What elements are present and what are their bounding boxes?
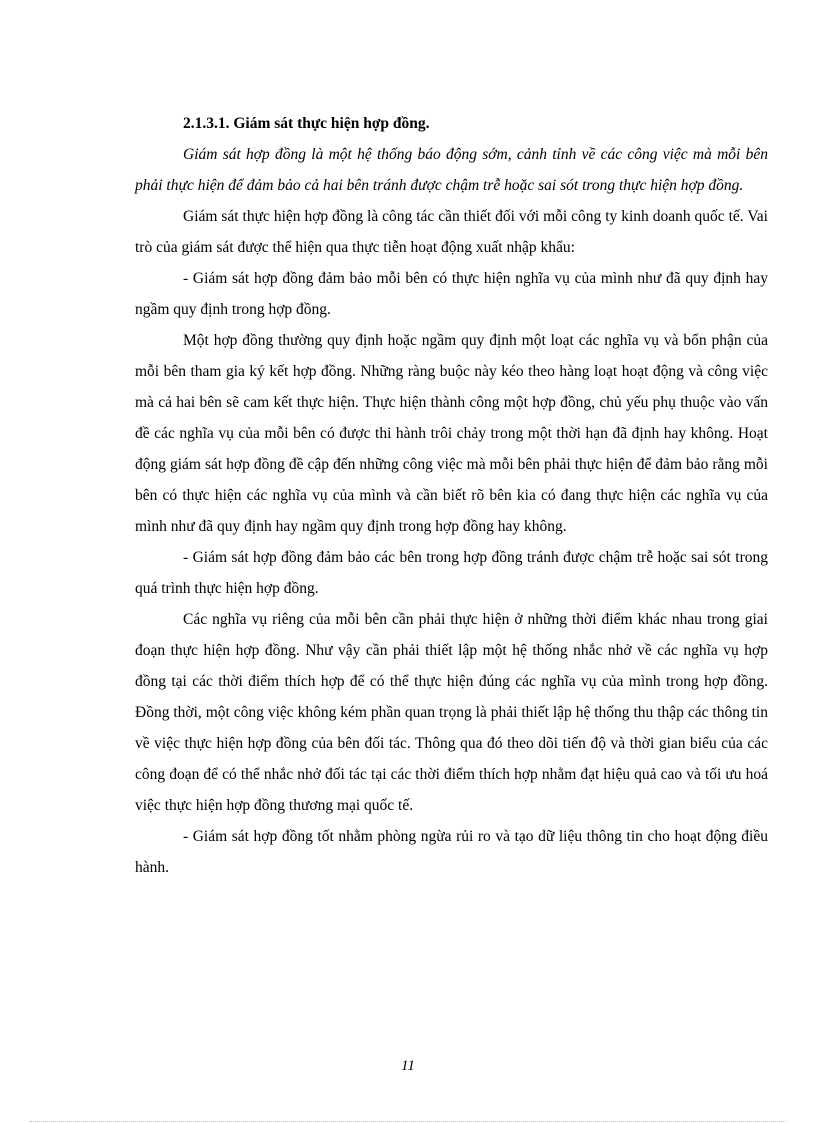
section-heading: 2.1.3.1. Giám sát thực hiện hợp đồng. <box>183 115 430 132</box>
page-number: 11 <box>401 1058 415 1074</box>
paragraph-intro: Giám sát thực hiện hợp đồng là công tác cần thiết đối với mỗi công ty kinh doanh quốc tế. Vai trò của giám sát được thể hiện qua thực tiễn hoạt động xuất nhập khẩu: <box>135 208 768 256</box>
footer-divider <box>30 1121 786 1122</box>
paragraph-body-2: Các nghĩa vụ riêng của mỗi bên cần phải thực hiện ở những thời điểm khác nhau trong giai đoạn thực hiện hợp đồng. Như vậy cần phải thiết lập một hệ thống nhắc nhở về các nghĩa vụ hợp đồng tại các thời điểm thích hợp để có thể thực hiện đúng các nghĩa vụ của mình trong hợp đồng. Đồng thời, một công việc không kém phần quan trọng là phải thiết lập hệ thống thu thập các thông tin về việc thực hiện hợp đồng của bên đối tác. Thông qua đó theo dõi tiến độ và thời gian biểu của các công đoạn để có thể nhắc nhở đối tác tại các thời điểm thích hợp nhằm đạt hiệu quả cao và tối ưu hoá việc thực hiện hợp đồng thương mại quốc tế. <box>135 611 768 814</box>
paragraph-bullet-1: - Giám sát hợp đồng đảm bảo mỗi bên có thực hiện nghĩa vụ của mình như đã quy định hay ngầm quy định trong hợp đồng. <box>135 270 768 318</box>
paragraph-bullet-2: - Giám sát hợp đồng đảm bảo các bên trong hợp đồng tránh được chậm trễ hoặc sai sót trong quá trình thực hiện hợp đồng. <box>135 549 768 597</box>
paragraph-bullet-3: - Giám sát hợp đồng tốt nhằm phòng ngừa rủi ro và tạo dữ liệu thông tin cho hoạt động điều hành. <box>135 828 768 876</box>
document-page <box>135 108 768 883</box>
paragraph-body-1: Một hợp đồng thường quy định hoặc ngầm quy định một loạt các nghĩa vụ và bổn phận của mỗi bên tham gia ký kết hợp đồng. Những ràng buộc này kéo theo hàng loạt hoạt động và công việc mà cả hai bên sẽ cam kết thực hiện. Thực hiện thành công một hợp đồng, chủ yếu phụ thuộc vào vấn đề các nghĩa vụ của mỗi bên có được thi hành trôi chảy trong một thời hạn đã định hay không. Hoạt động giám sát hợp đồng đề cập đến những công việc mà mỗi bên phải thực hiện để đảm bảo rằng mỗi bên có thực hiện các nghĩa vụ của mình và cần biết rõ bên kia có đang thực hiện các nghĩa vụ của mình như đã quy định hay ngầm quy định trong hợp đồng hay không. <box>135 332 768 535</box>
paragraph-definition: Giám sát hợp đồng là một hệ thống báo động sớm, cảnh tỉnh về các công việc mà mỗi bên phải thực hiện để đảm bảo cả hai bên tránh được chậm trễ hoặc sai sót trong thực hiện hợp đồng. <box>135 146 768 194</box>
